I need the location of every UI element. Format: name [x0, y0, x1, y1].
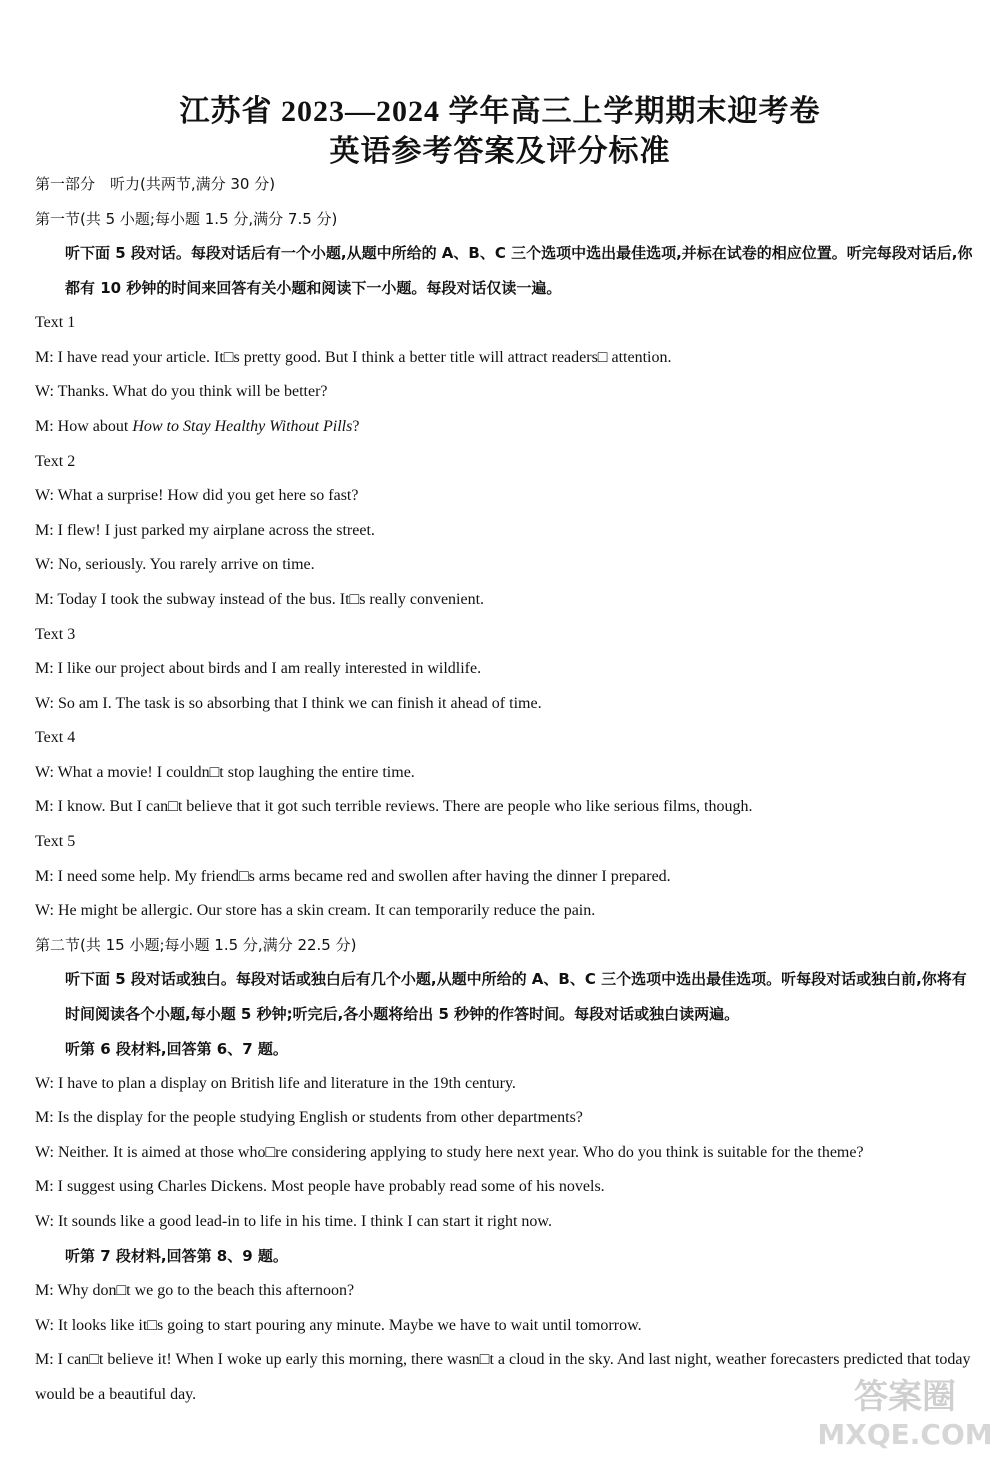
material7-line1: M: Why don□t we go to the beach this afternoon?	[35, 1282, 355, 1299]
text4-label: Text 4	[35, 729, 76, 746]
material7-line2: W: It looks like it□s going to start pouring any minute. Maybe we have to wait until tomorrow.	[35, 1317, 642, 1334]
text2-line3: W: No, seriously. You rarely arrive on time.	[35, 556, 315, 573]
text5-label: Text 5	[35, 833, 76, 850]
watermark-bottom-text: MXQE.COM	[817, 1418, 990, 1451]
text1-label: Text 1	[35, 314, 76, 331]
watermark-top-text: 答案圈	[854, 1377, 956, 1417]
section1-heading: 第一节(共 5 小题;每小题 1.5 分,满分 7.5 分)	[35, 210, 338, 228]
section2-heading: 第二节(共 15 小题;每小题 1.5 分,满分 22.5 分)	[35, 936, 357, 954]
text1-line3	[35, 417, 975, 437]
material6-line4: M: I suggest using Charles Dickens. Most people have probably read some of his novels.	[35, 1178, 605, 1195]
text1-line1: M: I have read your article. It□s pretty good. But I think a better title will attract readers□ attention.	[35, 349, 672, 366]
text5-line2: W: He might be allergic. Our store has a skin cream. It can temporarily reduce the pain.	[35, 902, 596, 919]
material7-heading: 听第 7 段材料,回答第 8、9 题。	[65, 1247, 288, 1265]
text1-line3-suffix: ?	[352, 418, 360, 435]
material6-line2: M: Is the display for the people studying English or students from other departments?	[35, 1109, 583, 1126]
page-title: 江苏省 2023—2024 学年高三上学期期末迎考卷	[179, 95, 821, 128]
article-title: How to Stay Healthy Without Pills	[132, 418, 353, 435]
text2-line2: M: I flew! I just parked my airplane across the street.	[35, 522, 375, 539]
material6-line5: W: It sounds like a good lead-in to life in his time. I think I can start it right now.	[35, 1213, 552, 1230]
material6-heading: 听第 6 段材料,回答第 6、7 题。	[65, 1040, 288, 1058]
text2-line4: M: Today I took the subway instead of the bus. It□s really convenient.	[35, 591, 485, 608]
watermark-graphic	[810, 1370, 990, 1452]
text4-line1: W: What a movie! I couldn□t stop laughing the entire time.	[35, 764, 415, 781]
material7-line3: M: I can□t believe it! When I woke up early this morning, there wasn□t a cloud in the sky. And last night, weather forecasters predicted that today would be a beautiful day.	[35, 1351, 971, 1403]
text5-line1: M: I need some help. My friend□s arms became red and swollen after having the dinner I prepared.	[35, 868, 671, 885]
part1-heading: 第一部分 听力(共两节,满分 30 分)	[35, 175, 276, 193]
text4-line2: M: I know. But I can□t believe that it got such terrible reviews. There are people who like serious films, though.	[35, 798, 753, 815]
text2-line1: W: What a surprise! How did you get here so fast?	[35, 487, 359, 504]
text3-line1: M: I like our project about birds and I am really interested in wildlife.	[35, 660, 482, 677]
text2-label: Text 2	[35, 453, 76, 470]
material6-line1: W: I have to plan a display on British life and literature in the 19th century.	[35, 1075, 516, 1092]
page-subtitle: 英语参考答案及评分标准	[329, 135, 671, 168]
text1-line2: W: Thanks. What do you think will be better?	[35, 383, 328, 400]
text1-line3-prefix: M: How about	[35, 418, 133, 435]
section2-instructions: 听下面 5 段对话或独白。每段对话或独白后有几个小题,从题中所给的 A、B、C 三个选项中选出最佳选项。听每段对话或独白前,你将有时间阅读各个小题,每小题 5 秒钟;听完后,各小题将给出 5 秒钟的作答时间。每段对话或独白读两遍。	[65, 970, 967, 1023]
material6-line3: W: Neither. It is aimed at those who□re considering applying to study here next year. Who do you think is suitable for the theme?	[35, 1144, 864, 1161]
text3-label: Text 3	[35, 626, 76, 643]
section1-instructions: 听下面 5 段对话。每段对话后有一个小题,从题中所给的 A、B、C 三个选项中选出最佳选项,并标在试卷的相应位置。听完每段对话后,你都有 10 秒钟的时间来回答有关小题和阅读下一小题。每段对话仅读一遍。	[65, 244, 973, 297]
watermark-logo	[810, 1370, 990, 1452]
text3-line2: W: So am I. The task is so absorbing that I think we can finish it ahead of time.	[35, 695, 542, 712]
